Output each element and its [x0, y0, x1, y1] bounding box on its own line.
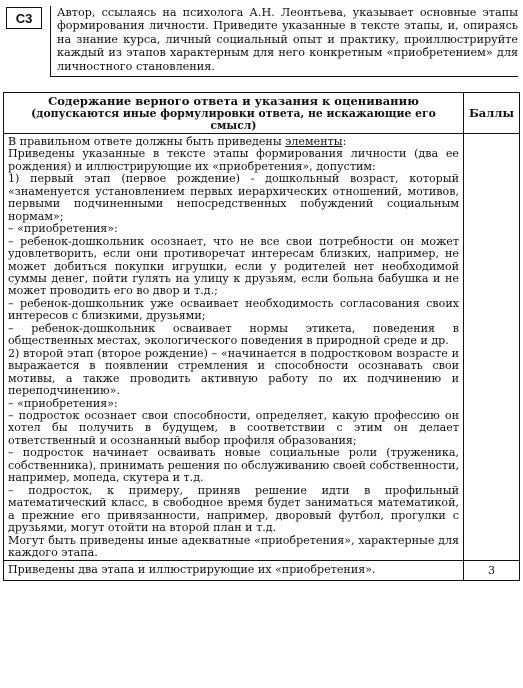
answer-paragraph: – ребенок-дошкольник уже осваивает необходимость согласования своих интересов с близкими, друзьями; — [8, 296, 459, 323]
intro-prefix: В правильном ответе должны быть приведены — [8, 135, 286, 148]
intro-suffix: : — [342, 135, 347, 148]
answer-paragraph: – подросток начинает осваивать новые социальные роли (труженика, собственника), принимать решения по обслуживанию своей собственности, например, мопеда, скутера и т.д. — [8, 446, 459, 485]
score-header: Баллы — [464, 93, 520, 134]
footer-criteria: Приведены два этапа и иллюстрирующие их «приобретения». — [4, 561, 464, 580]
answer-paragraph: – ребенок-дошкольник осознает, что не все свои потребности он может удовлетворить, если они противоречат интересам близких, например, не может добиться покупки игрушки, если у родителей нет необходимой суммы денег, пойти гулять на улицу к друзьям, если больна бабушка и не может проводить его во двор и т.д.; — [8, 234, 459, 298]
answer-paragraph: 2) второй этап (второе рождение) – «начинается в подростковом возрасте и выражается в появлении стремления и способности осознавать свои мотивы, а также проводить активную работу по их подчинению и переподчинению». — [8, 346, 459, 398]
intro-underlined-word: элементы — [285, 135, 343, 148]
answer-header-subtitle: (допускаются иные формулировки ответа, не искажающие его смысл) — [31, 107, 436, 132]
task-block — [6, 6, 518, 77]
content-row — [4, 134, 520, 561]
answer-header-title: Содержание верного ответа и указания к оцениванию — [48, 94, 419, 108]
answer-content-cell — [4, 134, 464, 561]
grading-table — [3, 92, 520, 581]
answer-header-cell — [4, 93, 464, 134]
footer-score: 3 — [464, 561, 520, 580]
answer-paragraph: – «приобретения»: — [8, 396, 118, 410]
answer-paragraph: – ребенок-дошкольник осваивает нормы этикета, поведения в общественных местах, экологического поведения в природной среде и др. — [8, 321, 459, 348]
answer-paragraph: Приведены указанные в тексте этапы формирования личности (два ее рождения) и иллюстрирующие их «приобретения», допустим: — [8, 147, 459, 173]
footer-row — [4, 561, 520, 580]
answer-paragraph: – «приобретения»: — [8, 222, 118, 236]
task-statement: Автор, ссылаясь на психолога А.Н. Леонтьева, указывает основные этапы формирования личности. Приведите указанные в тексте этапы, и, опираясь на знание курса, личный социальный опыт и практику, проиллюстрируйте каждый из этапов характерным для него конкретным «приобретением» для личностного становления. — [50, 6, 518, 77]
answer-paragraph: Могут быть приведены иные адекватные «приобретения», характерные для каждого этапа. — [8, 533, 459, 559]
task-code-box: С3 — [6, 7, 42, 29]
answer-paragraph: 1) первый этап (первое рождение) - дошкольный возраст, который «знаменуется установлением первых иерархических отношений, мотивов, первыми подчиненными непосредственных побуждений социальным нормам»; — [8, 172, 459, 223]
answer-paragraph: – подросток, к примеру, приняв решение идти в профильный математический класс, в свободное время будет заниматься математикой, а прежние его привязанности, например, дворовый футбол, прогулки с друзьями, могут отойти на второй план и т.д. — [8, 483, 459, 535]
table-header-row — [4, 93, 520, 134]
answer-paragraph: – подросток осознает свои способности, определяет, какую профессию он хотел бы получить в будущем, в соответствии с этим он делает ответственный и осознанный выбор профиля образования; — [8, 408, 459, 447]
content-score-cell — [464, 134, 520, 561]
